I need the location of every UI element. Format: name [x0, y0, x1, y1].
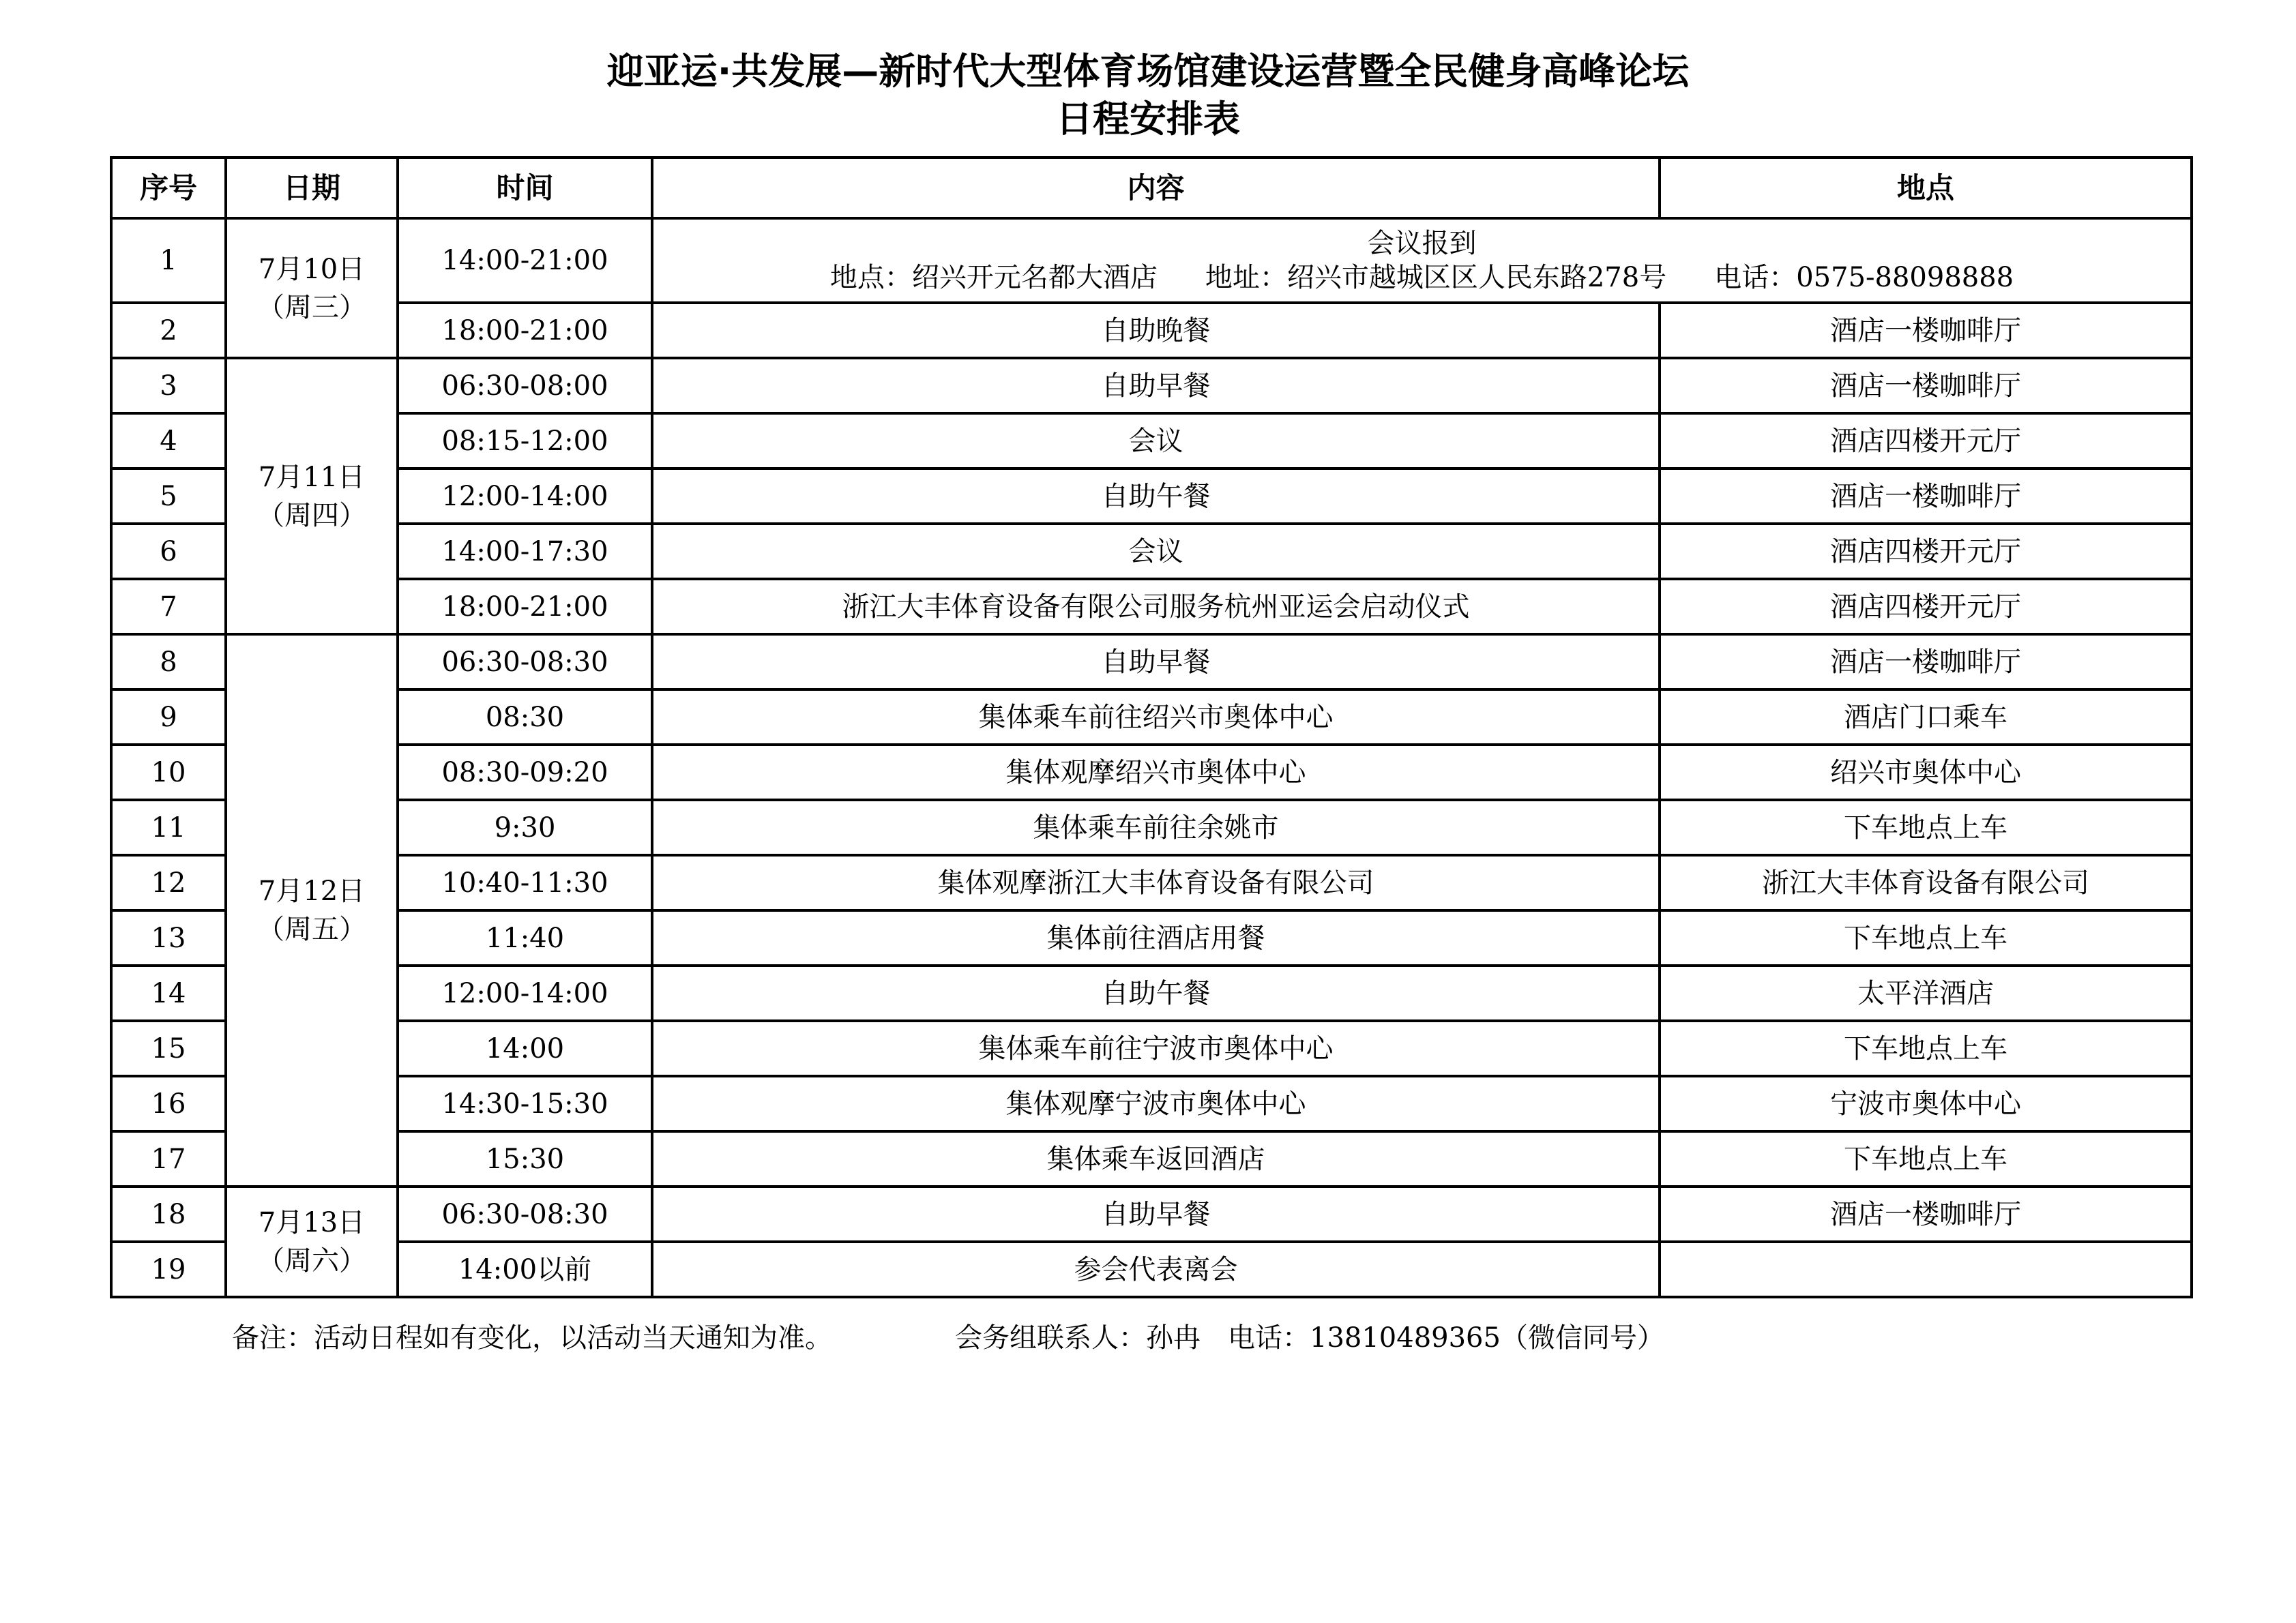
- registration-address: 地址：绍兴市越城区区人民东路278号: [1205, 262, 1667, 293]
- header-location: 地点: [1660, 158, 2192, 218]
- table-row: [111, 358, 2192, 413]
- row-time: 14:30-15:30: [398, 1076, 652, 1131]
- row-time: 08:15-12:00: [398, 413, 652, 468]
- row-no: 4: [111, 413, 226, 468]
- date-weekday: （周三）: [257, 291, 366, 323]
- date-weekday: （周六）: [257, 1245, 366, 1277]
- row-no: 9: [111, 689, 226, 745]
- note-remark: 备注：活动日程如有变化，以活动当天通知为准。: [232, 1322, 832, 1354]
- document-title: 迎亚运·共发展—新时代大型体育场馆建设运营暨全民健身高峰论坛: [606, 50, 1690, 93]
- row-location: 酒店一楼咖啡厅: [1660, 634, 2192, 689]
- row-location: 下车地点上车: [1660, 800, 2192, 855]
- row-location: 酒店四楼开元厅: [1660, 524, 2192, 579]
- date-cell: [226, 218, 398, 358]
- table-row: [111, 634, 2192, 689]
- row-content: 集体观摩宁波市奥体中心: [652, 1076, 1660, 1131]
- row-no: 14: [111, 966, 226, 1021]
- table-row: [111, 1021, 2192, 1076]
- row-no: 17: [111, 1131, 226, 1187]
- row-time: 11:40: [398, 910, 652, 966]
- row-location: 下车地点上车: [1660, 1021, 2192, 1076]
- row-location: 浙江大丰体育设备有限公司: [1660, 855, 2192, 910]
- row-no: 3: [111, 358, 226, 413]
- row-time: 18:00-21:00: [398, 303, 652, 358]
- row-content: 自助晚餐: [652, 303, 1660, 358]
- row-time: 06:30-08:00: [398, 358, 652, 413]
- row-time: 14:00-21:00: [398, 218, 652, 303]
- table-row: [111, 1131, 2192, 1187]
- row-location: [1660, 1242, 2192, 1297]
- row-content: 自助早餐: [652, 634, 1660, 689]
- row-time: 15:30: [398, 1131, 652, 1187]
- row-no: 10: [111, 745, 226, 800]
- date-cell: [226, 358, 398, 634]
- row-time: 08:30: [398, 689, 652, 745]
- table-row: [111, 1242, 2192, 1297]
- schedule-table: [110, 156, 2193, 1298]
- table-row: [111, 689, 2192, 745]
- row-no: 19: [111, 1242, 226, 1297]
- table-row: [111, 413, 2192, 468]
- row-content: 会议: [652, 524, 1660, 579]
- row-no: 7: [111, 579, 226, 634]
- row-content: 集体观摩浙江大丰体育设备有限公司: [652, 855, 1660, 910]
- date-cell: [226, 634, 398, 1187]
- table-row: [111, 855, 2192, 910]
- table-row: [111, 1187, 2192, 1242]
- row-content: 集体乘车返回酒店: [652, 1131, 1660, 1187]
- header-content: 内容: [652, 158, 1660, 218]
- row-location: 酒店一楼咖啡厅: [1660, 303, 2192, 358]
- registration-phone: 电话：0575-88098888: [1714, 262, 2014, 293]
- row-location: 酒店门口乘车: [1660, 689, 2192, 745]
- registration-info: [653, 260, 2190, 295]
- registration-place: 地点：绍兴开元名都大酒店: [829, 262, 1158, 293]
- row-content: 自助午餐: [652, 966, 1660, 1021]
- row-content: 集体乘车前往绍兴市奥体中心: [652, 689, 1660, 745]
- table-row: [111, 966, 2192, 1021]
- row-no: 13: [111, 910, 226, 966]
- row-content: 集体观摩绍兴市奥体中心: [652, 745, 1660, 800]
- table-row: [111, 745, 2192, 800]
- date-day: 7月12日: [258, 876, 366, 907]
- header-no: 序号: [111, 158, 226, 218]
- row-location: 下车地点上车: [1660, 910, 2192, 966]
- row-content: 自助午餐: [652, 468, 1660, 524]
- row-content: 会议: [652, 413, 1660, 468]
- date-day: 7月11日: [258, 461, 366, 493]
- row-content: 浙江大丰体育设备有限公司服务杭州亚运会启动仪式: [652, 579, 1660, 634]
- row-time: 14:00: [398, 1021, 652, 1076]
- row-location: 下车地点上车: [1660, 1131, 2192, 1187]
- row-no: 12: [111, 855, 226, 910]
- date-day: 7月13日: [258, 1207, 366, 1238]
- table-row: [111, 579, 2192, 634]
- row-time: 12:00-14:00: [398, 966, 652, 1021]
- row-time: 9:30: [398, 800, 652, 855]
- row-content: 自助早餐: [652, 1187, 1660, 1242]
- row-no: 1: [111, 218, 226, 303]
- row-content: 集体乘车前往宁波市奥体中心: [652, 1021, 1660, 1076]
- row-time: 12:00-14:00: [398, 468, 652, 524]
- table-row: [111, 218, 2192, 303]
- table-row: [111, 468, 2192, 524]
- row-location: 酒店一楼咖啡厅: [1660, 358, 2192, 413]
- table-row: [111, 1076, 2192, 1131]
- table-row: [111, 303, 2192, 358]
- document-subtitle: 日程安排表: [1056, 98, 1240, 140]
- row-location: 酒店四楼开元厅: [1660, 413, 2192, 468]
- row-content: 集体前往酒店用餐: [652, 910, 1660, 966]
- row-time: 14:00-17:30: [398, 524, 652, 579]
- row-time: 08:30-09:20: [398, 745, 652, 800]
- date-day: 7月10日: [258, 253, 366, 285]
- row-content: 集体乘车前往余姚市: [652, 800, 1660, 855]
- row-no: 6: [111, 524, 226, 579]
- row-no: 11: [111, 800, 226, 855]
- registration-title: 会议报到: [1367, 228, 1477, 259]
- header-time: 时间: [398, 158, 652, 218]
- row-no: 5: [111, 468, 226, 524]
- row-time: 06:30-08:30: [398, 1187, 652, 1242]
- row-no: 2: [111, 303, 226, 358]
- row-no: 16: [111, 1076, 226, 1131]
- row-location: 绍兴市奥体中心: [1660, 745, 2192, 800]
- date-weekday: （周五）: [257, 914, 366, 945]
- row-location: 酒店一楼咖啡厅: [1660, 1187, 2192, 1242]
- row-content: 参会代表离会: [652, 1242, 1660, 1297]
- row-time: 18:00-21:00: [398, 579, 652, 634]
- row-location: 太平洋酒店: [1660, 966, 2192, 1021]
- row-no: 18: [111, 1187, 226, 1242]
- row-time: 14:00以前: [398, 1242, 652, 1297]
- table-row: [111, 910, 2192, 966]
- date-weekday: （周四）: [257, 499, 366, 531]
- footnote: [232, 1316, 1664, 1355]
- row-no: 8: [111, 634, 226, 689]
- row-time: 10:40-11:30: [398, 855, 652, 910]
- registration-cell: [652, 218, 2192, 303]
- table-row: [111, 800, 2192, 855]
- row-no: 15: [111, 1021, 226, 1076]
- note-phone: 电话：13810489365（微信同号）: [1228, 1322, 1664, 1354]
- row-location: 酒店四楼开元厅: [1660, 579, 2192, 634]
- date-cell: [226, 1187, 398, 1297]
- row-time: 06:30-08:30: [398, 634, 652, 689]
- row-location: 宁波市奥体中心: [1660, 1076, 2192, 1131]
- row-location: 酒店一楼咖啡厅: [1660, 468, 2192, 524]
- table-row: [111, 524, 2192, 579]
- table-header-row: [111, 158, 2192, 218]
- row-content: 自助早餐: [652, 358, 1660, 413]
- header-date: 日期: [226, 158, 398, 218]
- note-contact: 会务组联系人：孙冉: [955, 1322, 1201, 1354]
